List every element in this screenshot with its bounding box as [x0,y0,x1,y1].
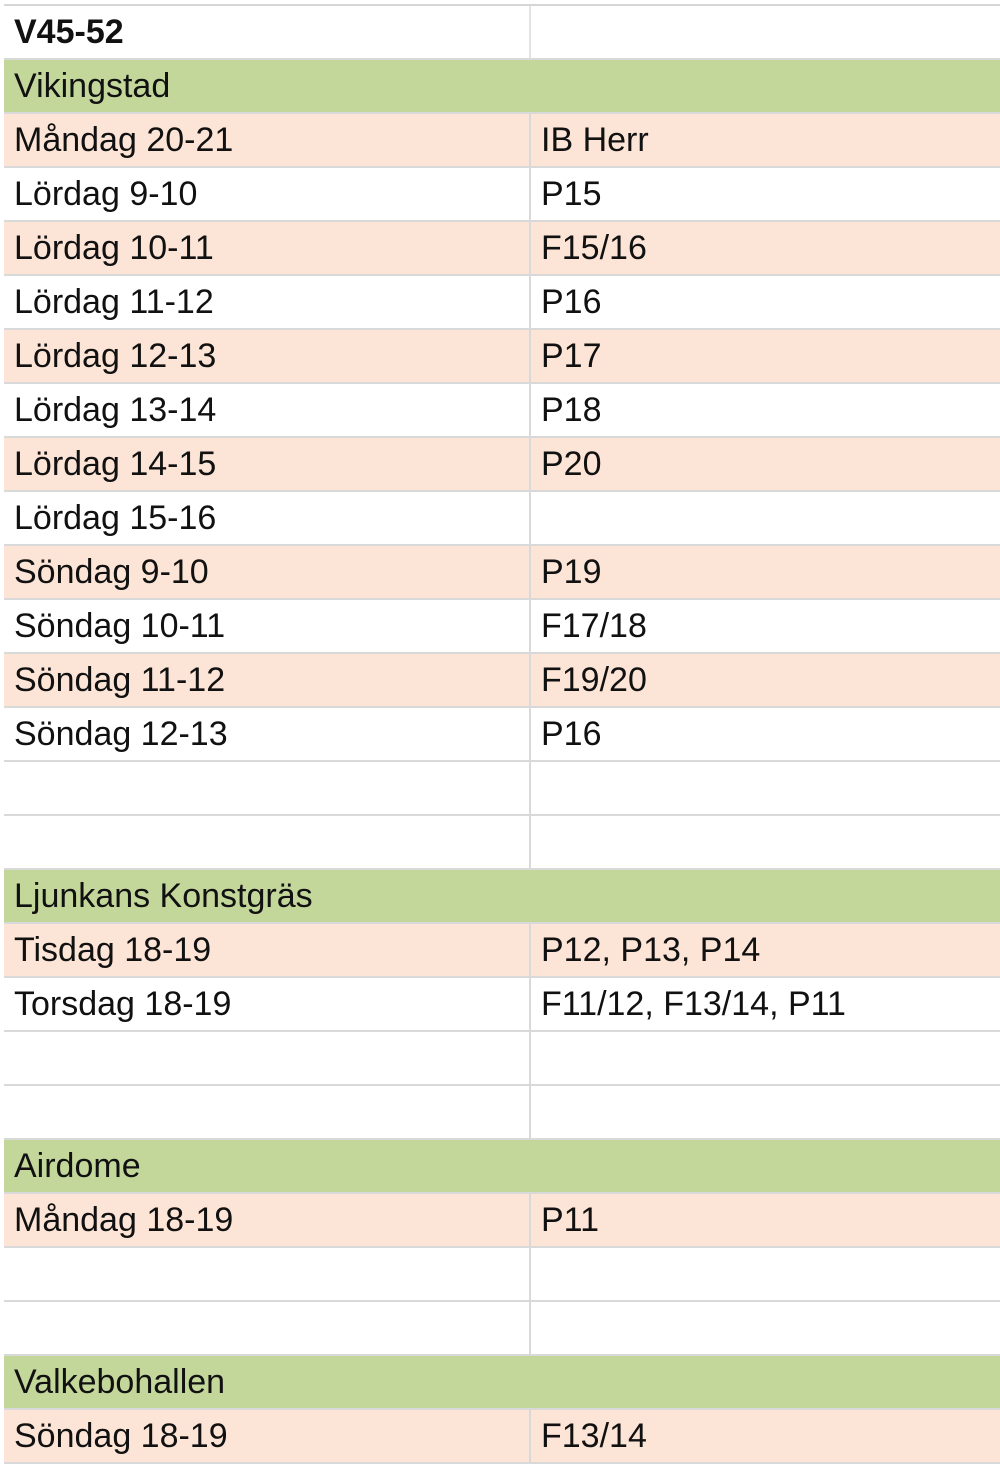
empty-row [4,1302,1000,1356]
team-cell[interactable] [531,6,1000,58]
team-cell[interactable]: P18 [541,391,602,429]
team-cell[interactable]: F11/12, F13/14, P11 [541,985,846,1023]
schedule-row [4,1194,1000,1248]
schedule-row [4,654,1000,708]
team-cell[interactable] [531,1248,1000,1300]
schedule-row [4,276,1000,330]
team-cell[interactable]: F17/18 [541,607,647,645]
team-cell[interactable]: P19 [541,553,602,591]
time-slot-cell[interactable]: Söndag 18-19 [4,1410,531,1462]
schedule-row [4,600,1000,654]
time-slot-cell[interactable]: Måndag 20-21 [4,114,531,166]
time-slot-cell[interactable] [4,1086,531,1138]
time-slot-cell[interactable]: Lördag 15-16 [4,492,531,544]
team-cell[interactable]: F15/16 [541,229,647,267]
time-slot-cell[interactable]: Lördag 12-13 [4,330,531,382]
team-cell[interactable] [531,1032,1000,1084]
location-name-cell[interactable]: Ljunkans Konstgräs [14,877,313,915]
schedule-row [4,924,1000,978]
location-name-cell[interactable]: Airdome [14,1147,141,1185]
schedule-row [4,222,1000,276]
section-header-row [4,1356,1000,1410]
time-slot-cell[interactable]: Lördag 10-11 [4,222,531,274]
schedule-row [4,492,1000,546]
time-slot-cell[interactable]: Söndag 11-12 [4,654,531,706]
time-slot-cell[interactable] [4,762,531,814]
team-cell[interactable]: P15 [541,175,602,213]
team-cell[interactable]: F19/20 [541,661,647,699]
empty-row [4,762,1000,816]
team-cell[interactable] [531,762,1000,814]
time-slot-cell[interactable]: Lördag 14-15 [4,438,531,490]
time-slot-cell[interactable]: Söndag 12-13 [4,708,531,760]
schedule-row [4,1410,1000,1464]
team-cell[interactable] [531,1140,1000,1192]
location-name-cell[interactable]: Valkebohallen [14,1363,226,1401]
time-slot-cell[interactable]: Lördag 11-12 [4,276,531,328]
time-slot-cell[interactable] [4,1248,531,1300]
schedule-row [4,978,1000,1032]
schedule-row [4,438,1000,492]
time-slot-cell[interactable]: Lördag 13-14 [4,384,531,436]
empty-row [4,1248,1000,1302]
schedule-row [4,546,1000,600]
team-cell[interactable]: P16 [541,715,602,753]
time-slot-cell[interactable]: Söndag 9-10 [4,546,531,598]
team-cell[interactable] [531,816,1000,868]
team-cell[interactable] [531,870,1000,922]
team-cell[interactable] [531,1302,1000,1354]
team-cell[interactable]: F13/14 [541,1417,647,1455]
time-slot-cell[interactable] [4,1302,531,1354]
schedule-row [4,708,1000,762]
schedule-row [4,384,1000,438]
time-slot-cell[interactable]: Lördag 9-10 [4,168,531,220]
team-cell[interactable]: P12, P13, P14 [541,931,761,969]
team-cell[interactable]: P16 [541,283,602,321]
location-name-cell[interactable]: Vikingstad [14,67,171,105]
time-slot-cell[interactable] [4,1032,531,1084]
team-cell[interactable] [531,1086,1000,1138]
team-cell[interactable] [531,492,1000,544]
time-slot-cell[interactable]: Måndag 18-19 [4,1194,531,1246]
team-cell[interactable]: P11 [541,1201,599,1239]
schedule-row [4,330,1000,384]
section-header-row [4,870,1000,924]
title-row [4,6,1000,60]
time-slot-cell[interactable]: Torsdag 18-19 [4,978,531,1030]
section-header-row [4,1140,1000,1194]
team-cell[interactable] [531,1356,1000,1408]
spreadsheet-grid [4,4,1000,1464]
team-cell[interactable]: P20 [541,445,602,483]
section-header-row [4,60,1000,114]
empty-row [4,816,1000,870]
time-slot-cell[interactable] [4,816,531,868]
team-cell[interactable]: P17 [541,337,602,375]
week-title-cell[interactable]: V45-52 [4,6,531,58]
team-cell[interactable] [531,60,1000,112]
schedule-row [4,168,1000,222]
empty-row [4,1032,1000,1086]
empty-row [4,1086,1000,1140]
team-cell[interactable]: IB Herr [541,121,649,159]
time-slot-cell[interactable]: Tisdag 18-19 [4,924,531,976]
schedule-row [4,114,1000,168]
time-slot-cell[interactable]: Söndag 10-11 [4,600,531,652]
